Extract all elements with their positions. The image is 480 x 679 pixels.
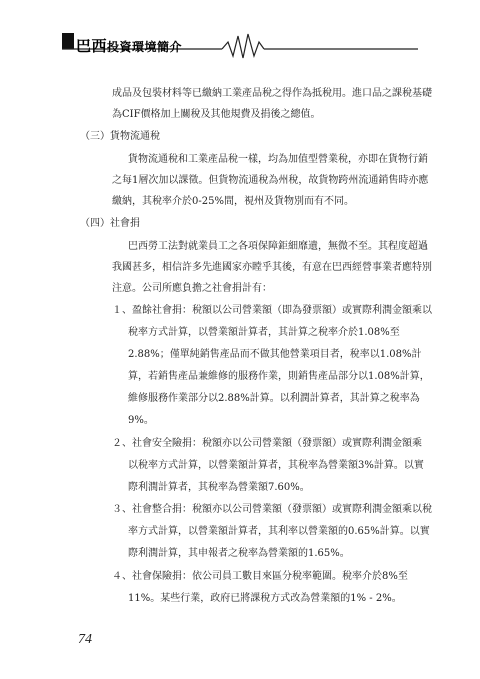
text-line: 稅率方式計算，以營業額計算者，其計算之稅率介於1.08%至 xyxy=(128,327,400,338)
text-line: 繳納，其稅率介於0-25%間，視州及貨物別而有不同。 xyxy=(112,196,354,207)
header-title xyxy=(76,35,182,56)
text-line: 11%。某些行業，政府已將課稅方式改為營業額的1% - 2%。 xyxy=(128,593,402,604)
text-line: 以稅率方式計算，以營業額計算者，其稅率為營業額3%計算。以實 xyxy=(128,460,424,471)
text-line: ３、社會整合捐：稅額亦以公司營業額（發票額）或實際利潤金額乘以稅 xyxy=(112,504,432,515)
page-header xyxy=(0,0,480,60)
text-line: １、盈餘社會捐：稅額以公司營業額（即為發票額）或實際利潤金額乘以 xyxy=(112,305,432,316)
header-title-country: 巴西 xyxy=(76,37,108,55)
text-line: （三）貨物流通稅 xyxy=(80,131,160,142)
text-line: ４、社會保險捐：依公司員工數目來區分稅率範圍。稅率介於8%至 xyxy=(112,571,408,582)
text-line: （四）社會捐 xyxy=(80,218,140,229)
text-line: 9%。 xyxy=(128,415,154,426)
header-title-subtitle: 投資環境簡介 xyxy=(107,40,183,54)
text-line: ２、社會安全險捐：稅額亦以公司營業額（發票額）或實際利潤金額乘 xyxy=(112,438,422,449)
text-line: 我國甚多，相信許多先進國家亦瞠乎其後，有意在巴西經營事業者應特別 xyxy=(112,262,432,273)
text-line: 成品及包裝材料等已繳納工業產品稅之得作為抵稅用。進口品之課稅基礎 xyxy=(112,88,432,99)
text-line: 算，若銷售產品兼維修的服務作業，則銷售產品部分以1.08%計算， xyxy=(128,371,430,382)
text-line: 際利潤計算者，其稅率為營業額7.60%。 xyxy=(128,482,310,493)
text-line: 2.88%；僅單純銷售產品而不做其他營業項目者，稅率以1.08%計 xyxy=(128,349,422,360)
text-line: 率方式計算，以營業額計算者，其利率以營業額的0.65%計算。以實 xyxy=(128,526,430,537)
text-line: 巴西勞工法對就業員工之各項保障鉅細靡遺，無微不至。其程度超過 xyxy=(128,241,428,252)
text-line: 維修服務作業部分以2.88%計算。以利潤計算者，其計算之稅率為 xyxy=(128,393,420,404)
text-line: 際利潤計算，其申報者之稅率為營業額的1.65%。 xyxy=(128,548,350,559)
text-line: 貨物流通稅和工業產品稅一樣，均為加值型營業稅，亦即在貨物行銷 xyxy=(128,154,428,165)
text-line: 之每1層次加以課徵。但貨物流通稅為州稅，故貨物跨州流通銷售時亦應 xyxy=(112,175,429,186)
page-number: 74 xyxy=(78,632,92,647)
header-ecg-line-icon xyxy=(0,0,480,60)
text-line: 為CIF價格加上關稅及其他規費及捐後之總值。 xyxy=(112,109,321,120)
text-line: 注意。公司所應負擔之社會捐計有： xyxy=(112,283,272,294)
